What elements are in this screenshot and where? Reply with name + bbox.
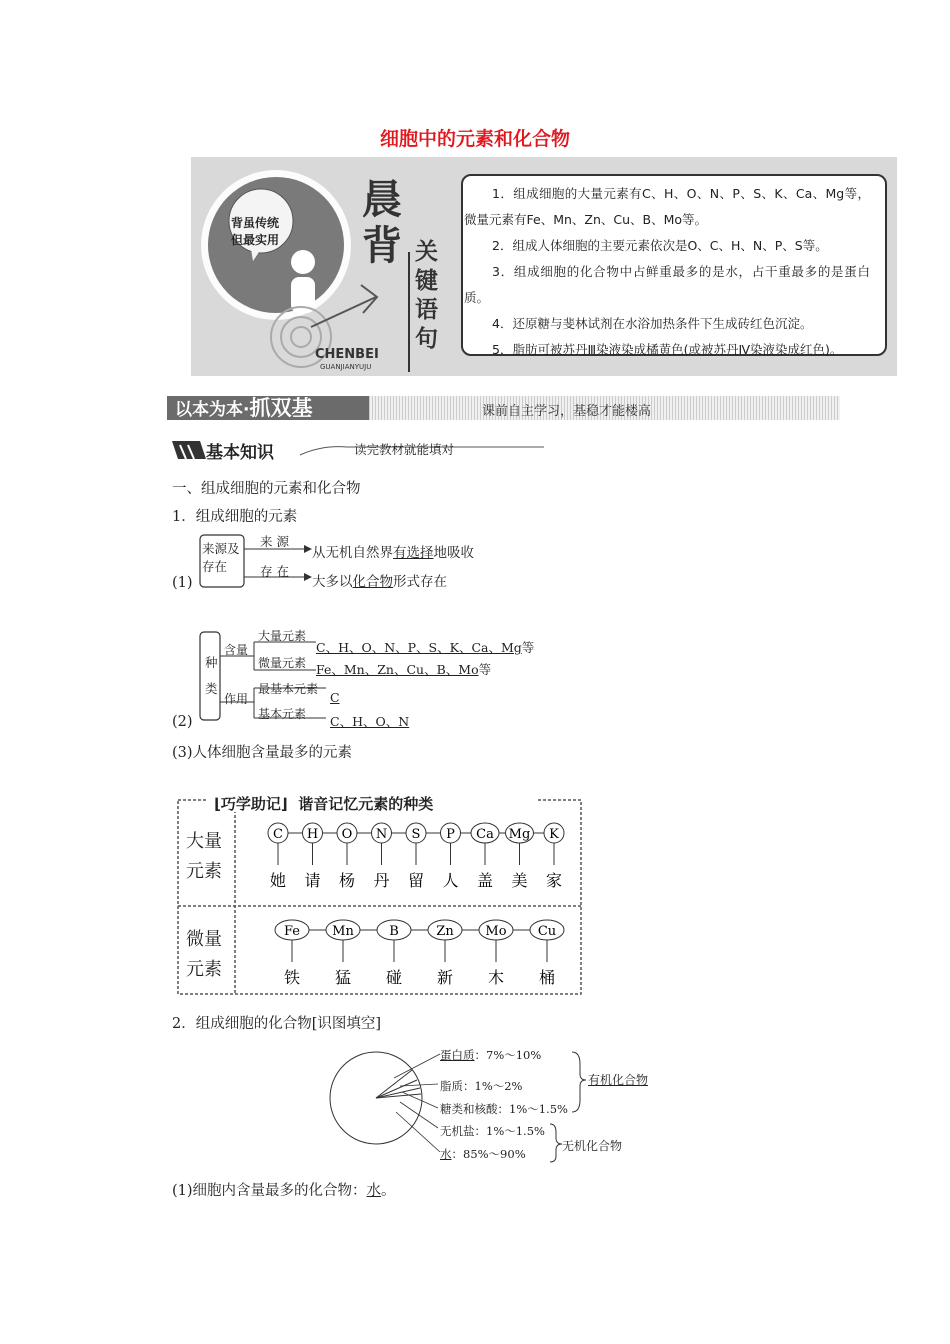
pie-group-organic: 有机化合物 [588,1073,649,1087]
mnemonic-char: 请 [304,871,321,890]
diagram2-branch-role: 作用 [224,692,249,706]
section-subtitle: 课前自主学习，基稳才能楼高 [482,404,652,419]
vertical-label: 关 键 语 句 [415,239,438,352]
diagram2-val-micro: Fe、Mn、Zn、Cu、B、Mo等 [316,662,492,677]
diagram2-sub-most-basic: 最基本元素 [258,682,319,696]
mnemonic-elements [236,815,582,995]
mnemonic-char: 木 [487,968,505,987]
mnemonic-char: 人 [442,871,459,890]
item-most-compound: (1)细胞内含量最多的化合物：水。 [172,1183,396,1199]
element-symbol: Ca [476,827,494,842]
mnemonic-char: 丹 [373,871,390,890]
logo-subtext: GUANJIANYUJU [320,363,372,371]
big-char-chen: 晨 [362,176,402,223]
item-human-elements: (3)人体细胞含量最多的元素 [172,745,353,761]
mnemonic-char: 盖 [476,871,494,890]
mnemonic-title: ⌊巧学助记⌋ 谐音记忆元素的种类 [214,795,434,813]
element-symbol: Fe [283,924,301,939]
diagram1-arrow-exist: 存 在 [260,564,289,579]
page-title: 细胞中的元素和化合物 [379,128,570,150]
element-symbol: O [341,827,353,842]
key-points-text [464,181,870,363]
diagram2-branch-content: 含量 [224,643,249,657]
diagram2-sub-basic: 基本元素 [258,707,307,721]
mnemonic-char: 猛 [334,968,352,987]
element-symbol: Zn [436,924,454,939]
heading-elements-compounds: 一、组成细胞的元素和化合物 [172,481,361,497]
pie-group-inorganic: 无机化合物 [562,1139,623,1153]
element-symbol: Mn [332,924,354,939]
key-point-3: 3．组成细胞的化合物中占鲜重最多的是水，占干重最多的是蛋白质。 [464,264,870,305]
element-symbol: S [411,827,421,842]
item-cell-compounds: 2．组成细胞的化合物[识图填空] [172,1016,382,1032]
pie-label-water: 水：85%～90% [440,1147,526,1161]
diagram2-val-macro: C、H、O、N、P、S、K、Ca、Mg等 [316,640,535,655]
mnemonic-char: 家 [545,871,563,890]
element-symbol: Mo [485,924,507,939]
diagram2-box: 种 类 [205,655,218,696]
bubble-text: 背虽传统 但最实用 [230,216,279,247]
pie-label-protein: 蛋白质：7%～10% [440,1048,542,1062]
pie-label-lipid: 脂质：1%～2% [440,1079,523,1093]
element-symbol: H [306,827,319,842]
diagram1-label: (1) [172,575,193,591]
diagram1-result1: 从无机自然界有选择地吸收 [312,545,474,561]
pie-label-carb-nucleic: 糖类和核酸：1%～1.5% [440,1102,568,1116]
element-symbol: C [273,827,283,842]
diagram2-sub-macro: 大量元素 [258,629,307,643]
mnemonic-char: 留 [407,871,425,890]
diagram1-arrow-source: 来 源 [260,534,289,549]
item-cell-elements: 1．组成细胞的元素 [172,509,298,525]
mnemonic-char: 桶 [538,968,556,987]
logo-text: CHENBEI [315,347,379,362]
diagram2-sub-micro: 微量元素 [258,656,307,670]
diagram1-result2: 大多以化合物形式存在 [312,574,447,590]
diagram2-val-basic: C、H、O、N [330,714,410,729]
diagram1-box: 来源及 存在 [202,541,240,574]
diagram2-val-most-basic: C [330,690,340,705]
mnemonic-char: 杨 [338,871,356,890]
mnemonic-char: 新 [436,968,454,987]
element-symbol: K [549,827,559,842]
sub-section-label: 基本知识 [206,443,274,463]
element-symbol: Cu [537,924,557,939]
mnemonic-char: 碰 [385,968,403,987]
element-symbol: Mg [508,827,531,842]
big-char-bei: 背 [362,222,402,269]
diagram2-label: (2) [172,714,193,730]
mnemonic-char: 美 [511,871,528,890]
mnemonic-char: 铁 [283,968,301,987]
element-symbol: B [389,924,399,939]
element-symbol: N [375,827,388,842]
section-label: 以本为本·抓双基 [167,396,369,420]
sub-section-subtitle: 读完教材就能填对 [354,442,455,457]
key-point-5: 5．脂肪可被苏丹Ⅲ染液染成橘黄色(或被苏丹Ⅳ染液染成红色)。 [492,342,843,357]
key-point-4: 4．还原糖与斐林试剂在水浴加热条件下生成砖红色沉淀。 [492,316,813,331]
key-point-1: 1．组成细胞的大量元素有C、H、O、N、P、S、K、Ca、Mg等，微量元素有Fe、Mn、Zn、Cu、B、Mo等。 [464,186,870,227]
pie-label-salt: 无机盐：1%～1.5% [440,1124,545,1138]
mnemonic-row1-label: 大量 元素 [186,831,222,882]
key-point-2: 2．组成人体细胞的主要元素依次是O、C、H、N、P、S等。 [492,238,828,253]
mnemonic-char: 她 [269,871,287,890]
element-symbol: P [446,827,455,842]
mnemonic-row2-label: 微量 元素 [186,929,222,980]
